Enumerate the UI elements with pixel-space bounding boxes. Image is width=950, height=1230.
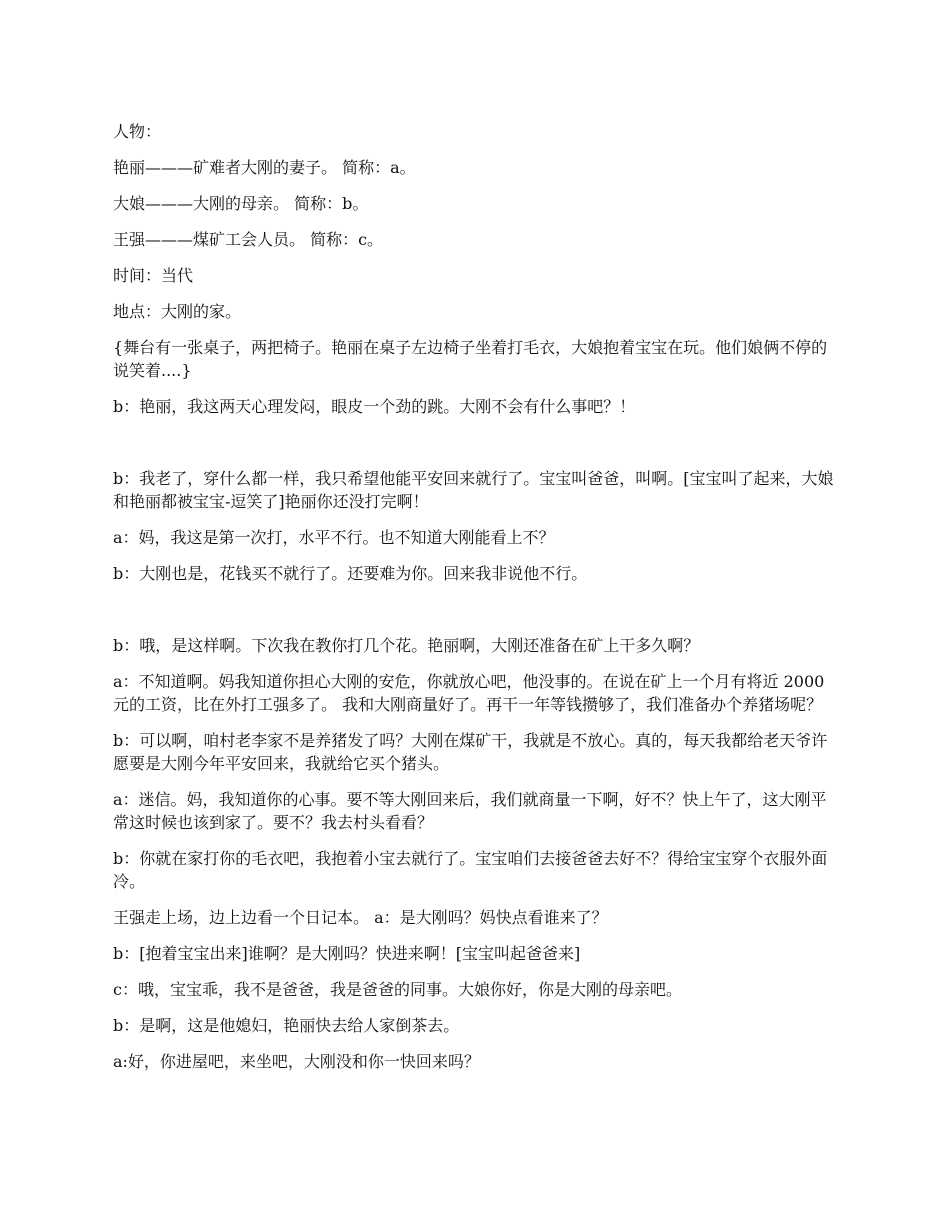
dialogue-line: a：妈，我这是第一次打，水平不行。也不知道大刚能看上不？: [113, 528, 555, 547]
character-daniang: 大娘———大刚的母亲。 简称：b。: [113, 194, 369, 213]
character-wangqiang: 王强———煤矿工会人员。 简称：c。: [113, 230, 384, 249]
dialogue-line: b：大刚也是，花钱买不就行了。还要难为你。回来我非说他不行。: [113, 564, 588, 583]
dialogue-line: b：是啊，这是他媳妇，艳丽快去给人家倒茶去。: [113, 1016, 460, 1035]
dialogue-line: b：我老了，穿什么都一样，我只希望他能平安回来就行了。宝宝叫爸爸，叫啊。[宝宝叫了起来，大娘和艳丽都被宝宝-逗笑了]艳丽你还没打完啊！: [113, 469, 834, 511]
character-yanli: 艳丽———矿难者大刚的妻子。 简称：a。: [113, 158, 416, 177]
document-page: [113, 120, 840, 1086]
dialogue-line: a：迷信。妈，我知道你的心事。要不等大刚回来后，我们就商量一下啊，好不？快上午了，这大刚平常这时候也该到家了。要不？我去村头看看？: [113, 790, 827, 832]
time-line: 时间：当代: [113, 266, 194, 285]
dialogue-line: b：[抱着宝宝出来]谁啊？是大刚吗？快进来啊！[宝宝叫起爸爸来]: [113, 944, 581, 963]
dialogue-line: b：你就在家打你的毛衣吧，我抱着小宝去就行了。宝宝咱们去接爸爸去好不？得给宝宝穿个衣服外面冷。: [113, 849, 828, 891]
dialogue-line: c：哦，宝宝乖，我不是爸爸，我是爸爸的同事。大娘你好，你是大刚的母亲吧。: [113, 980, 682, 999]
dialogue-line: b：可以啊，咱村老李家不是养猪发了吗？大刚在煤矿干，我就是不放心。真的，每天我都给老天爷许愿要是大刚今年平安回来，我就给它买个猪头。: [113, 731, 828, 773]
stage-direction: {舞台有一张桌子，两把椅子。艳丽在桌子左边椅子坐着打毛衣，大娘抱着宝宝在玩。他们娘俩不停的说笑着....}: [113, 338, 828, 380]
dialogue-line: a：不知道啊。妈我知道你担心大刚的安危，你就放心吧，他没事的。在说在矿上一个月有将近 2000 元的工资，比在外打工强多了。 我和大刚商量好了。再干一年等钱攒够了，我们准备办个养猪场呢？: [113, 672, 825, 714]
blank-gap: [113, 431, 840, 467]
blank-gap: [113, 598, 840, 634]
dialogue-line: a:好，你进屋吧，来坐吧，大刚没和你一快回来吗？: [113, 1052, 480, 1071]
dialogue-line: b：艳丽，我这两天心理发闷，眼皮一个劲的跳。大刚不会有什么事吧？！: [113, 397, 636, 416]
dialogue-line: 王强走上场，边上边看一个日记本。 a：是大刚吗？妈快点看谁来了？: [113, 908, 608, 927]
characters-heading: 人物：: [113, 122, 162, 141]
dialogue-line: b：哦，是这样啊。下次我在教你打几个花。艳丽啊，大刚还准备在矿上干多久啊？: [113, 636, 700, 655]
place-line: 地点：大刚的家。: [113, 302, 242, 321]
